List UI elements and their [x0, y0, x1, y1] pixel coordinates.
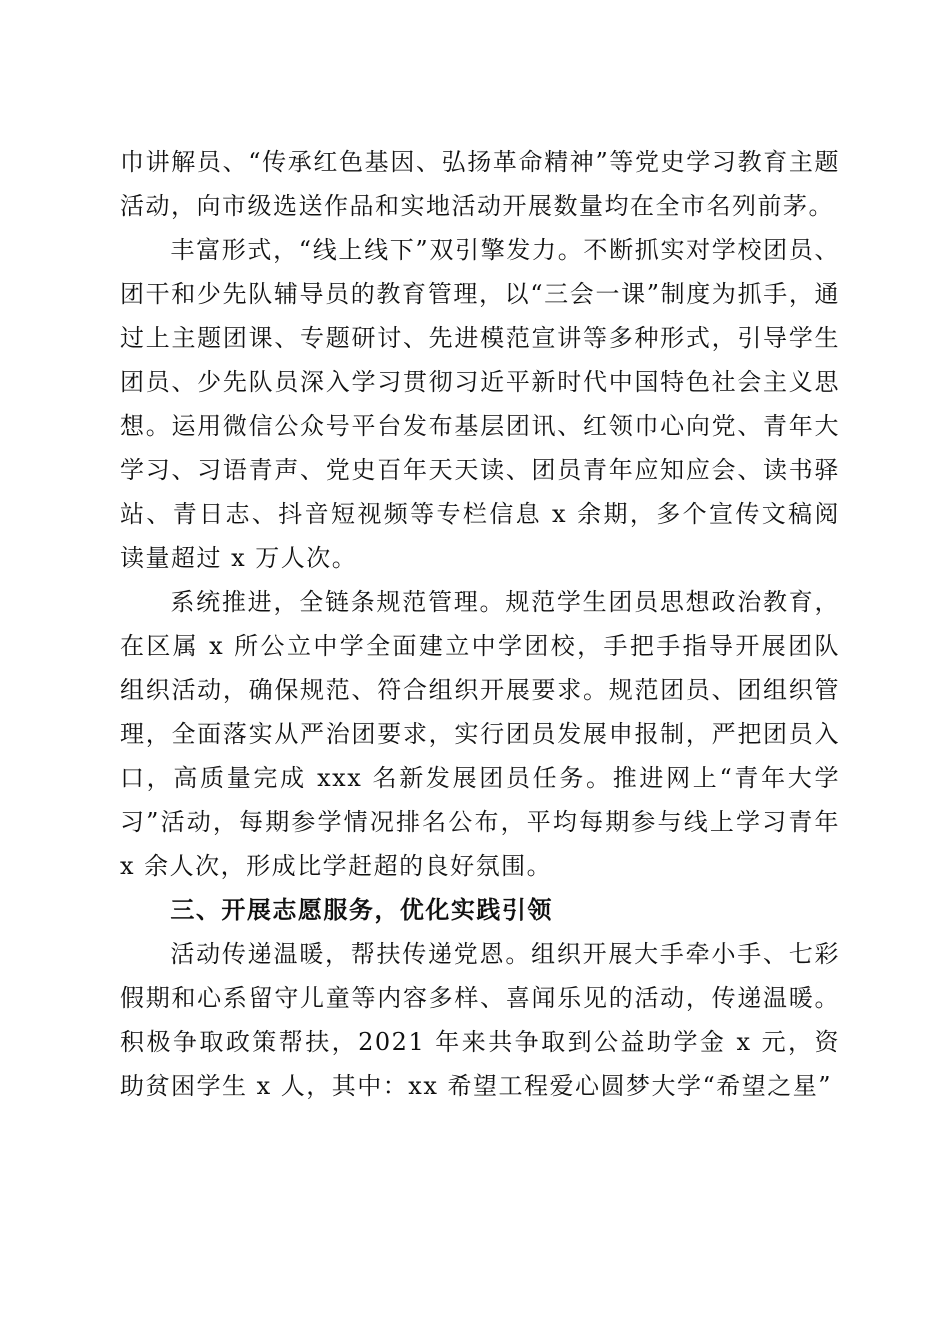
section-heading-volunteer-service: 三、开展志愿服务，优化实践引领 — [170, 896, 553, 924]
document-body — [120, 140, 840, 1108]
paragraph-rich-forms: 丰富形式，“线上线下”双引擎发力。不断抓实对学校团员、团干和少先队辅导员的教育管理，以“三会一课”制度为抓手，通过上主题团课、专题研讨、先进模范宣讲等多种形式，引导学生团员、少先队员深入学习贯彻习近平新时代中国特色社会主义思想。运用微信公众号平台发布基层团讯、红领巾心向党、青年大学习、习语青声、党史百年天天读、团员青年应知应会、读书驿站、青日志、抖音短视频等专栏信息 x 余期，多个宣传文稿阅读量超过 x 万人次。 — [120, 236, 840, 572]
paragraph-continuation: 巾讲解员、“传承红色基因、弘扬革命精神”等党史学习教育主题活动，向市级选送作品和实地活动开展数量均在全市名列前茅。 — [120, 148, 840, 220]
paragraph-warmth-assistance: 活动传递温暖，帮扶传递党恩。组织开展大手牵小手、七彩假期和心系留守儿童等内容多样、喜闻乐见的活动，传递温暖。积极争取政策帮扶，2021 年来共争取到公益助学金 x 元，资助贫困学生 x 人，其中：xx 希望工程爱心圆梦大学“希望之星” — [120, 940, 840, 1100]
paragraph-systematic-management: 系统推进，全链条规范管理。规范学生团员思想政治教育，在区属 x 所公立中学全面建立中学团校，手把手指导开展团队组织活动，确保规范、符合组织开展要求。规范团员、团组织管理，全面落实从严治团要求，实行团员发展申报制，严把团员入口，高质量完成 xxx 名新发展团员任务。推进网上“青年大学习”活动，每期参学情况排名公布，平均每期参与线上学习青年 x 余人次，形成比学赶超的良好氛围。 — [120, 588, 840, 880]
